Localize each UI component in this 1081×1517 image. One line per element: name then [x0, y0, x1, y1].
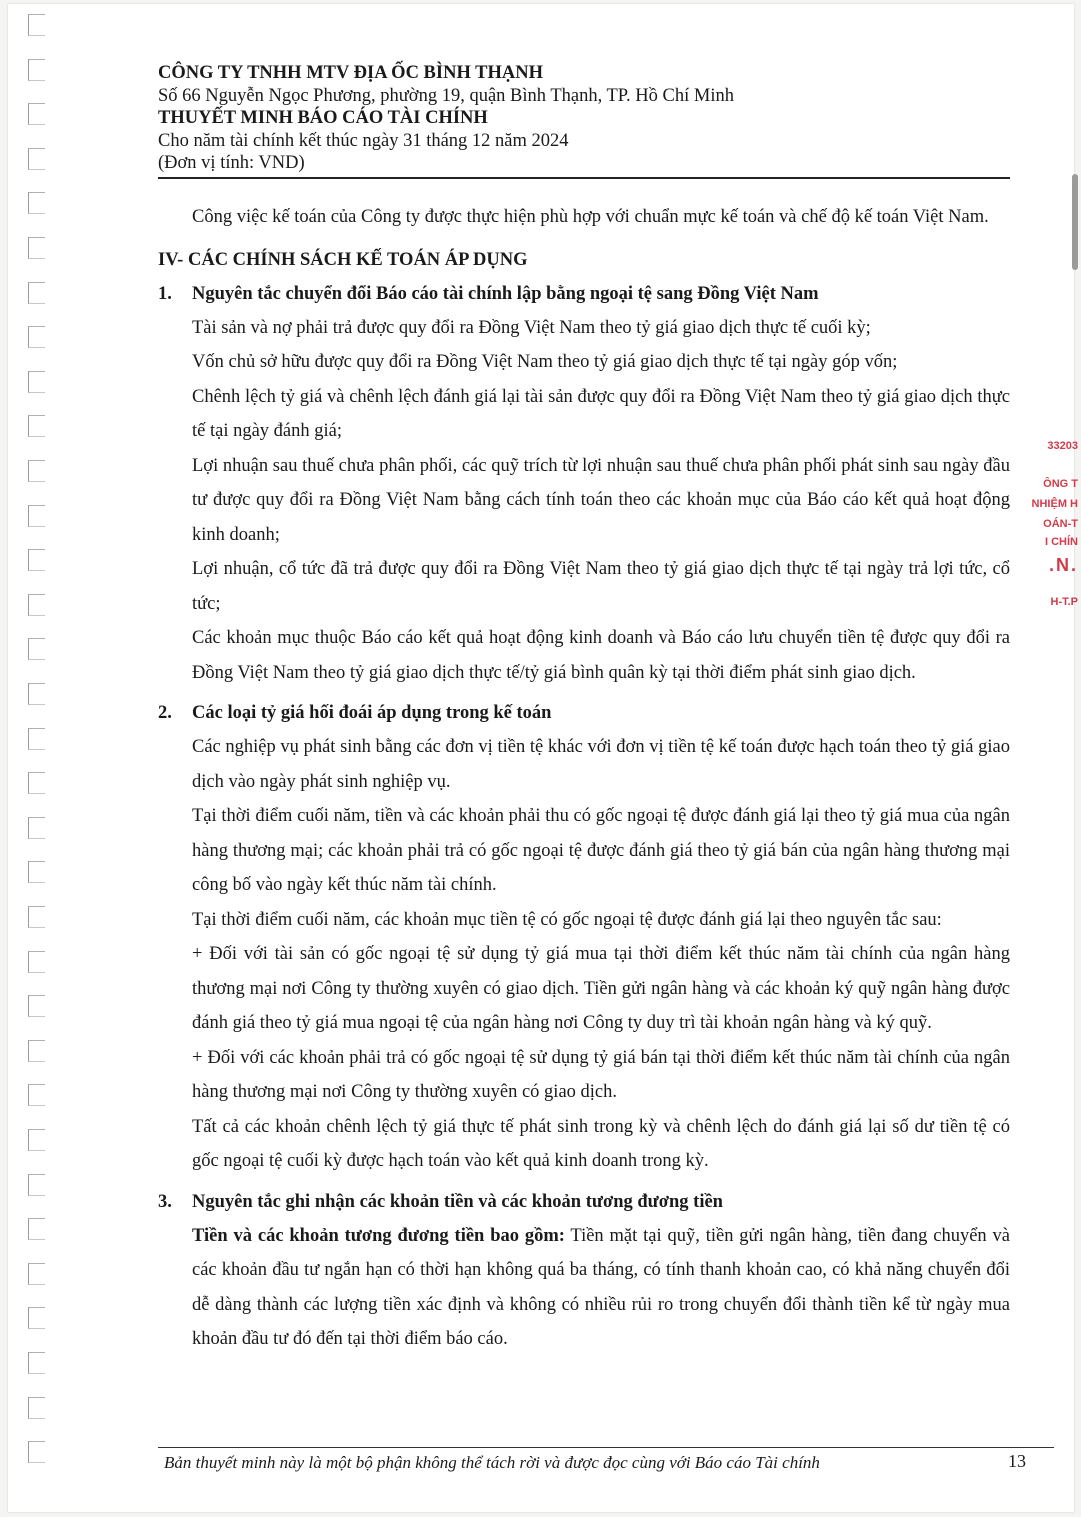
company-address: Số 66 Nguyễn Ngọc Phương, phường 19, quận Bình Thạnh, TP. Hồ Chí Minh [158, 85, 734, 106]
subsection-1-title [158, 277, 1010, 311]
binder-hole [28, 14, 45, 36]
binder-hole [28, 1307, 45, 1329]
binder-hole [28, 103, 45, 125]
binder-hole [28, 1397, 45, 1419]
paragraph-rest: Tiền mặt tại quỹ, tiền gửi ngân hàng, tiền đang chuyển và các khoản đầu tư ngắn hạn có thời hạn không quá ba tháng, có tính thanh khoản cao, có khả năng chuyển đổi dễ dàng thành các lượng tiền xác định và không có nhiều rủi ro trong chuyển đổi thành tiền kể từ ngày mua khoản đầu tư đó đến tại thời điểm báo cáo. [192, 1225, 1010, 1349]
binder-hole [28, 1040, 45, 1062]
paragraph: Vốn chủ sở hữu được quy đổi ra Đồng Việt Nam theo tỷ giá giao dịch thực tế tại ngày góp vốn; [192, 352, 898, 372]
subsection-number: 2. [158, 703, 172, 723]
binder-hole [28, 728, 45, 750]
subsection-2-title [158, 696, 1010, 730]
intro-paragraph: Công việc kế toán của Công ty được thực hiện phù hợp với chuẩn mực kế toán và chế độ kế toán Việt Nam. [192, 207, 989, 227]
company-seal [1032, 436, 1080, 622]
binder-hole [28, 906, 45, 928]
footer-divider [158, 1447, 1054, 1448]
document-title: THUYẾT MINH BÁO CÁO TÀI CHÍNH [158, 108, 488, 128]
subsection-heading: Nguyên tắc ghi nhận các khoản tiền và các khoản tương đương tiền [192, 1191, 723, 1212]
binder-hole [28, 1084, 45, 1106]
scrollbar-thumb[interactable] [1072, 174, 1078, 270]
paragraph: + Đối với các khoản phải trả có gốc ngoại tệ sử dụng tỷ giá bán tại thời điểm kết thúc năm tài chính của ngân hàng thương mại nơi Công ty thường xuyên có giao dịch. [192, 1047, 1010, 1102]
binder-hole [28, 861, 45, 883]
binder-hole [28, 148, 45, 170]
binder-hole [28, 995, 45, 1017]
paragraph: Các nghiệp vụ phát sinh bằng các đơn vị tiền tệ khác với đơn vị tiền tệ kế toán được hạch toán theo tỷ giá giao dịch vào ngày phát sinh nghiệp vụ. [192, 737, 1010, 792]
binder-hole [28, 237, 45, 259]
binder-hole [28, 460, 45, 482]
subsection-number: 3. [158, 1191, 172, 1212]
currency-unit: (Đơn vị tính: VND) [158, 153, 305, 173]
paragraph: + Đối với tài sản có gốc ngoại tệ sử dụng tỷ giá mua tại thời điểm kết thúc năm tài chính của ngân hàng thương mại nơi Công ty thường xuyên có giao dịch. Tiền gửi ngân hàng và các khoản ký quỹ ngân hàng được đánh giá theo tỷ giá mua ngoại tệ của ngân hàng nơi Công ty duy trì tài khoản ngân hàng và ký quỹ. [192, 944, 1010, 1033]
seal-text: NHIỆM H [1032, 498, 1078, 510]
paragraph: Tài sản và nợ phải trả được quy đổi ra Đồng Việt Nam theo tỷ giá giao dịch thực tế cuối kỳ; [192, 317, 871, 338]
paragraph: Tất cả các khoản chênh lệch tỷ giá thực tế phát sinh trong kỳ và chênh lệch do đánh giá lại số dư tiền tệ có gốc ngoại tệ cuối kỳ được hạch toán vào kết quả kinh doanh trong kỳ. [192, 1116, 1010, 1171]
subsection-heading: Nguyên tắc chuyển đổi Báo cáo tài chính lập bằng ngoại tệ sang Đồng Việt Nam [192, 283, 819, 304]
page-number: 13 [1008, 1451, 1026, 1471]
binder-hole [28, 951, 45, 973]
binder-holes [28, 14, 52, 1494]
paragraph: Các khoản mục thuộc Báo cáo kết quả hoạt động kinh doanh và Báo cáo lưu chuyển tiền tệ được quy đổi ra Đồng Việt Nam theo tỷ giá giao dịch thực tế/tỷ giá bình quân kỳ tại thời điểm phát sinh giao dịch. [192, 628, 1010, 683]
document-header [158, 62, 1010, 175]
paragraph: Chênh lệch tỷ giá và chênh lệch đánh giá lại tài sản được quy đổi ra Đồng Việt Nam theo tỷ giá giao dịch thực tế tại ngày đánh giá; [192, 386, 1010, 441]
binder-hole [28, 1174, 45, 1196]
subsection-3-title [158, 1185, 1010, 1219]
paragraph: Tại thời điểm cuối năm, các khoản mục tiền tệ có gốc ngoại tệ được đánh giá lại theo nguyên tắc sau: [192, 909, 942, 930]
seal-text: H-T.P [1050, 596, 1078, 608]
binder-hole [28, 638, 45, 660]
paragraph-lead: Tiền và các khoản tương đương tiền bao gồm: [192, 1225, 565, 1246]
section-iv-title: IV- CÁC CHÍNH SÁCH KẾ TOÁN ÁP DỤNG [158, 249, 528, 270]
binder-hole [28, 505, 45, 527]
subsection-heading: Các loại tỷ giá hối đoái áp dụng trong kế toán [192, 703, 552, 723]
company-name: CÔNG TY TNHH MTV ĐỊA ỐC BÌNH THẠNH [158, 63, 543, 83]
paragraph: Lợi nhuận, cổ tức đã trả được quy đổi ra Đồng Việt Nam theo tỷ giá giao dịch thực tế tại ngày trả lợi tức, cổ tức; [192, 559, 1010, 614]
binder-hole [28, 817, 45, 839]
header-divider [158, 177, 1010, 179]
paragraph [158, 1219, 1010, 1357]
document-body [158, 200, 1010, 1357]
binder-hole [28, 59, 45, 81]
binder-hole [28, 772, 45, 794]
binder-hole [28, 683, 45, 705]
seal-text: 33203 [1047, 440, 1078, 452]
binder-hole [28, 1129, 45, 1151]
binder-hole [28, 326, 45, 348]
binder-hole [28, 594, 45, 616]
paragraph: Tại thời điểm cuối năm, tiền và các khoản phải thu có gốc ngoại tệ được đánh giá lại theo tỷ giá mua của ngân hàng thương mại; các khoản phải trả có gốc ngoại tệ được đánh giá theo tỷ giá bán của ngân hàng thương mại công bố vào ngày kết thúc năm tài chính. [192, 806, 1010, 895]
binder-hole [28, 549, 45, 571]
binder-hole [28, 415, 45, 437]
binder-hole [28, 371, 45, 393]
binder-hole [28, 1352, 45, 1374]
binder-hole [28, 1441, 45, 1463]
footer-note: Bản thuyết minh này là một bộ phận không thể tách rời và được đọc cùng với Báo cáo Tài chính [164, 1453, 820, 1472]
seal-text: I CHÍN [1045, 536, 1078, 548]
binder-hole [28, 1263, 45, 1285]
seal-text: .N. [1048, 555, 1078, 575]
binder-hole [28, 192, 45, 214]
document-page [8, 4, 1078, 1512]
seal-text: OÁN-T [1043, 518, 1078, 530]
paragraph: Lợi nhuận sau thuế chưa phân phối, các quỹ trích từ lợi nhuận sau thuế chưa phân phối phát sinh sau ngày đầu tư được quy đổi ra Đồng Việt Nam bằng cách tính toán theo các khoản mục của Báo cáo kết quả hoạt động kinh doanh; [192, 455, 1010, 545]
subsection-number: 1. [158, 283, 172, 304]
binder-hole [28, 1218, 45, 1240]
seal-text: ÔNG T [1043, 478, 1078, 490]
binder-hole [28, 282, 45, 304]
fiscal-period: Cho năm tài chính kết thúc ngày 31 tháng 12 năm 2024 [158, 130, 569, 151]
